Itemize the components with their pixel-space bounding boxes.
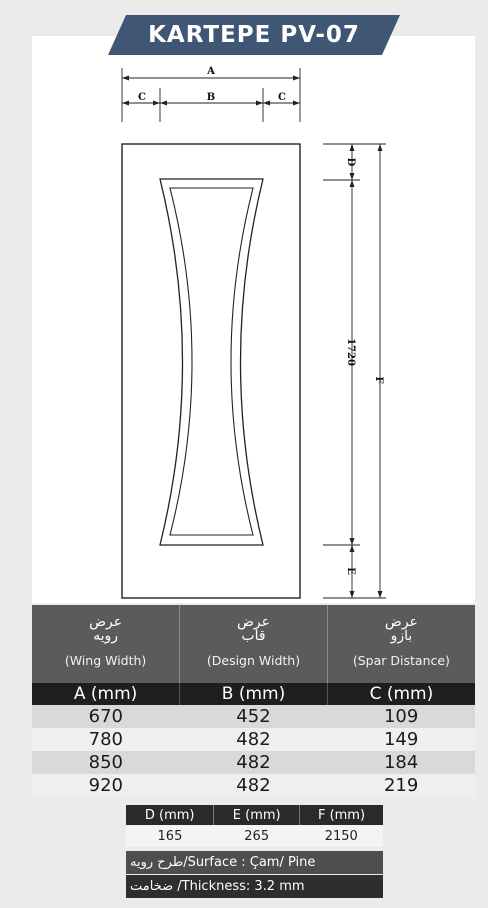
unit-c: C (mm) (327, 683, 475, 705)
page-title: KARTEPE PV-07 (148, 22, 360, 48)
header-wing-width-fa: عرض رویه (89, 614, 123, 644)
cell-c: 149 (327, 728, 475, 751)
dim-label-b: B (206, 92, 216, 103)
dimension-vertical-inner (323, 144, 386, 598)
table-row (32, 705, 475, 728)
dim-label-c-left: C (138, 92, 146, 103)
cell-c: 109 (327, 705, 475, 728)
surface-info: طرح رویه/Surface : Çam/ Pine (126, 851, 383, 874)
dim-label-e: E (345, 567, 356, 575)
table-row (32, 728, 475, 751)
header-design-width-en: (Design Width) (206, 653, 301, 668)
spec-table (32, 605, 475, 797)
dim-label-height: 1720 (345, 338, 356, 366)
header-wing-width (32, 605, 180, 683)
header-spar-distance (327, 605, 475, 683)
cell-b: 452 (180, 705, 328, 728)
header-d: D (mm) (126, 805, 214, 825)
thickness-info: ضخامت /Thickness: 3.2 mm (126, 875, 383, 898)
cell-a: 670 (32, 705, 180, 728)
extra-header-row (126, 805, 383, 825)
header-design-width-fa: عرض قاب (236, 614, 270, 644)
cell-a: 850 (32, 751, 180, 774)
cell-b: 482 (180, 751, 328, 774)
value-d: 165 (126, 825, 214, 847)
table-row (32, 774, 475, 797)
unit-a: A (mm) (32, 683, 180, 705)
table-row (32, 751, 475, 774)
door-outline (122, 144, 300, 598)
header-spar-distance-fa: عرض بازو (384, 614, 418, 644)
cell-a: 920 (32, 774, 180, 797)
dim-label-f: F (373, 376, 384, 384)
dim-label-d: D (345, 157, 356, 167)
cell-a: 780 (32, 728, 180, 751)
unit-row (32, 683, 475, 705)
header-f: F (mm) (300, 805, 383, 825)
cell-c: 184 (327, 751, 475, 774)
extra-dimensions-table (126, 805, 383, 847)
dim-label-a: A (207, 66, 215, 77)
header-e: E (mm) (214, 805, 300, 825)
cell-b: 482 (180, 728, 328, 751)
value-f: 2150 (300, 825, 383, 847)
extra-specs (126, 805, 383, 898)
dim-label-c-right: C (278, 92, 286, 103)
cell-c: 219 (327, 774, 475, 797)
value-e: 265 (214, 825, 300, 847)
spec-header-row (32, 605, 475, 683)
unit-b: B (mm) (180, 683, 328, 705)
cell-b: 482 (180, 774, 328, 797)
extra-value-row (126, 825, 383, 847)
header-wing-width-en: (Wing Width) (64, 653, 147, 668)
header-spar-distance-en: (Spar Distance) (352, 653, 450, 668)
header-design-width (180, 605, 328, 683)
